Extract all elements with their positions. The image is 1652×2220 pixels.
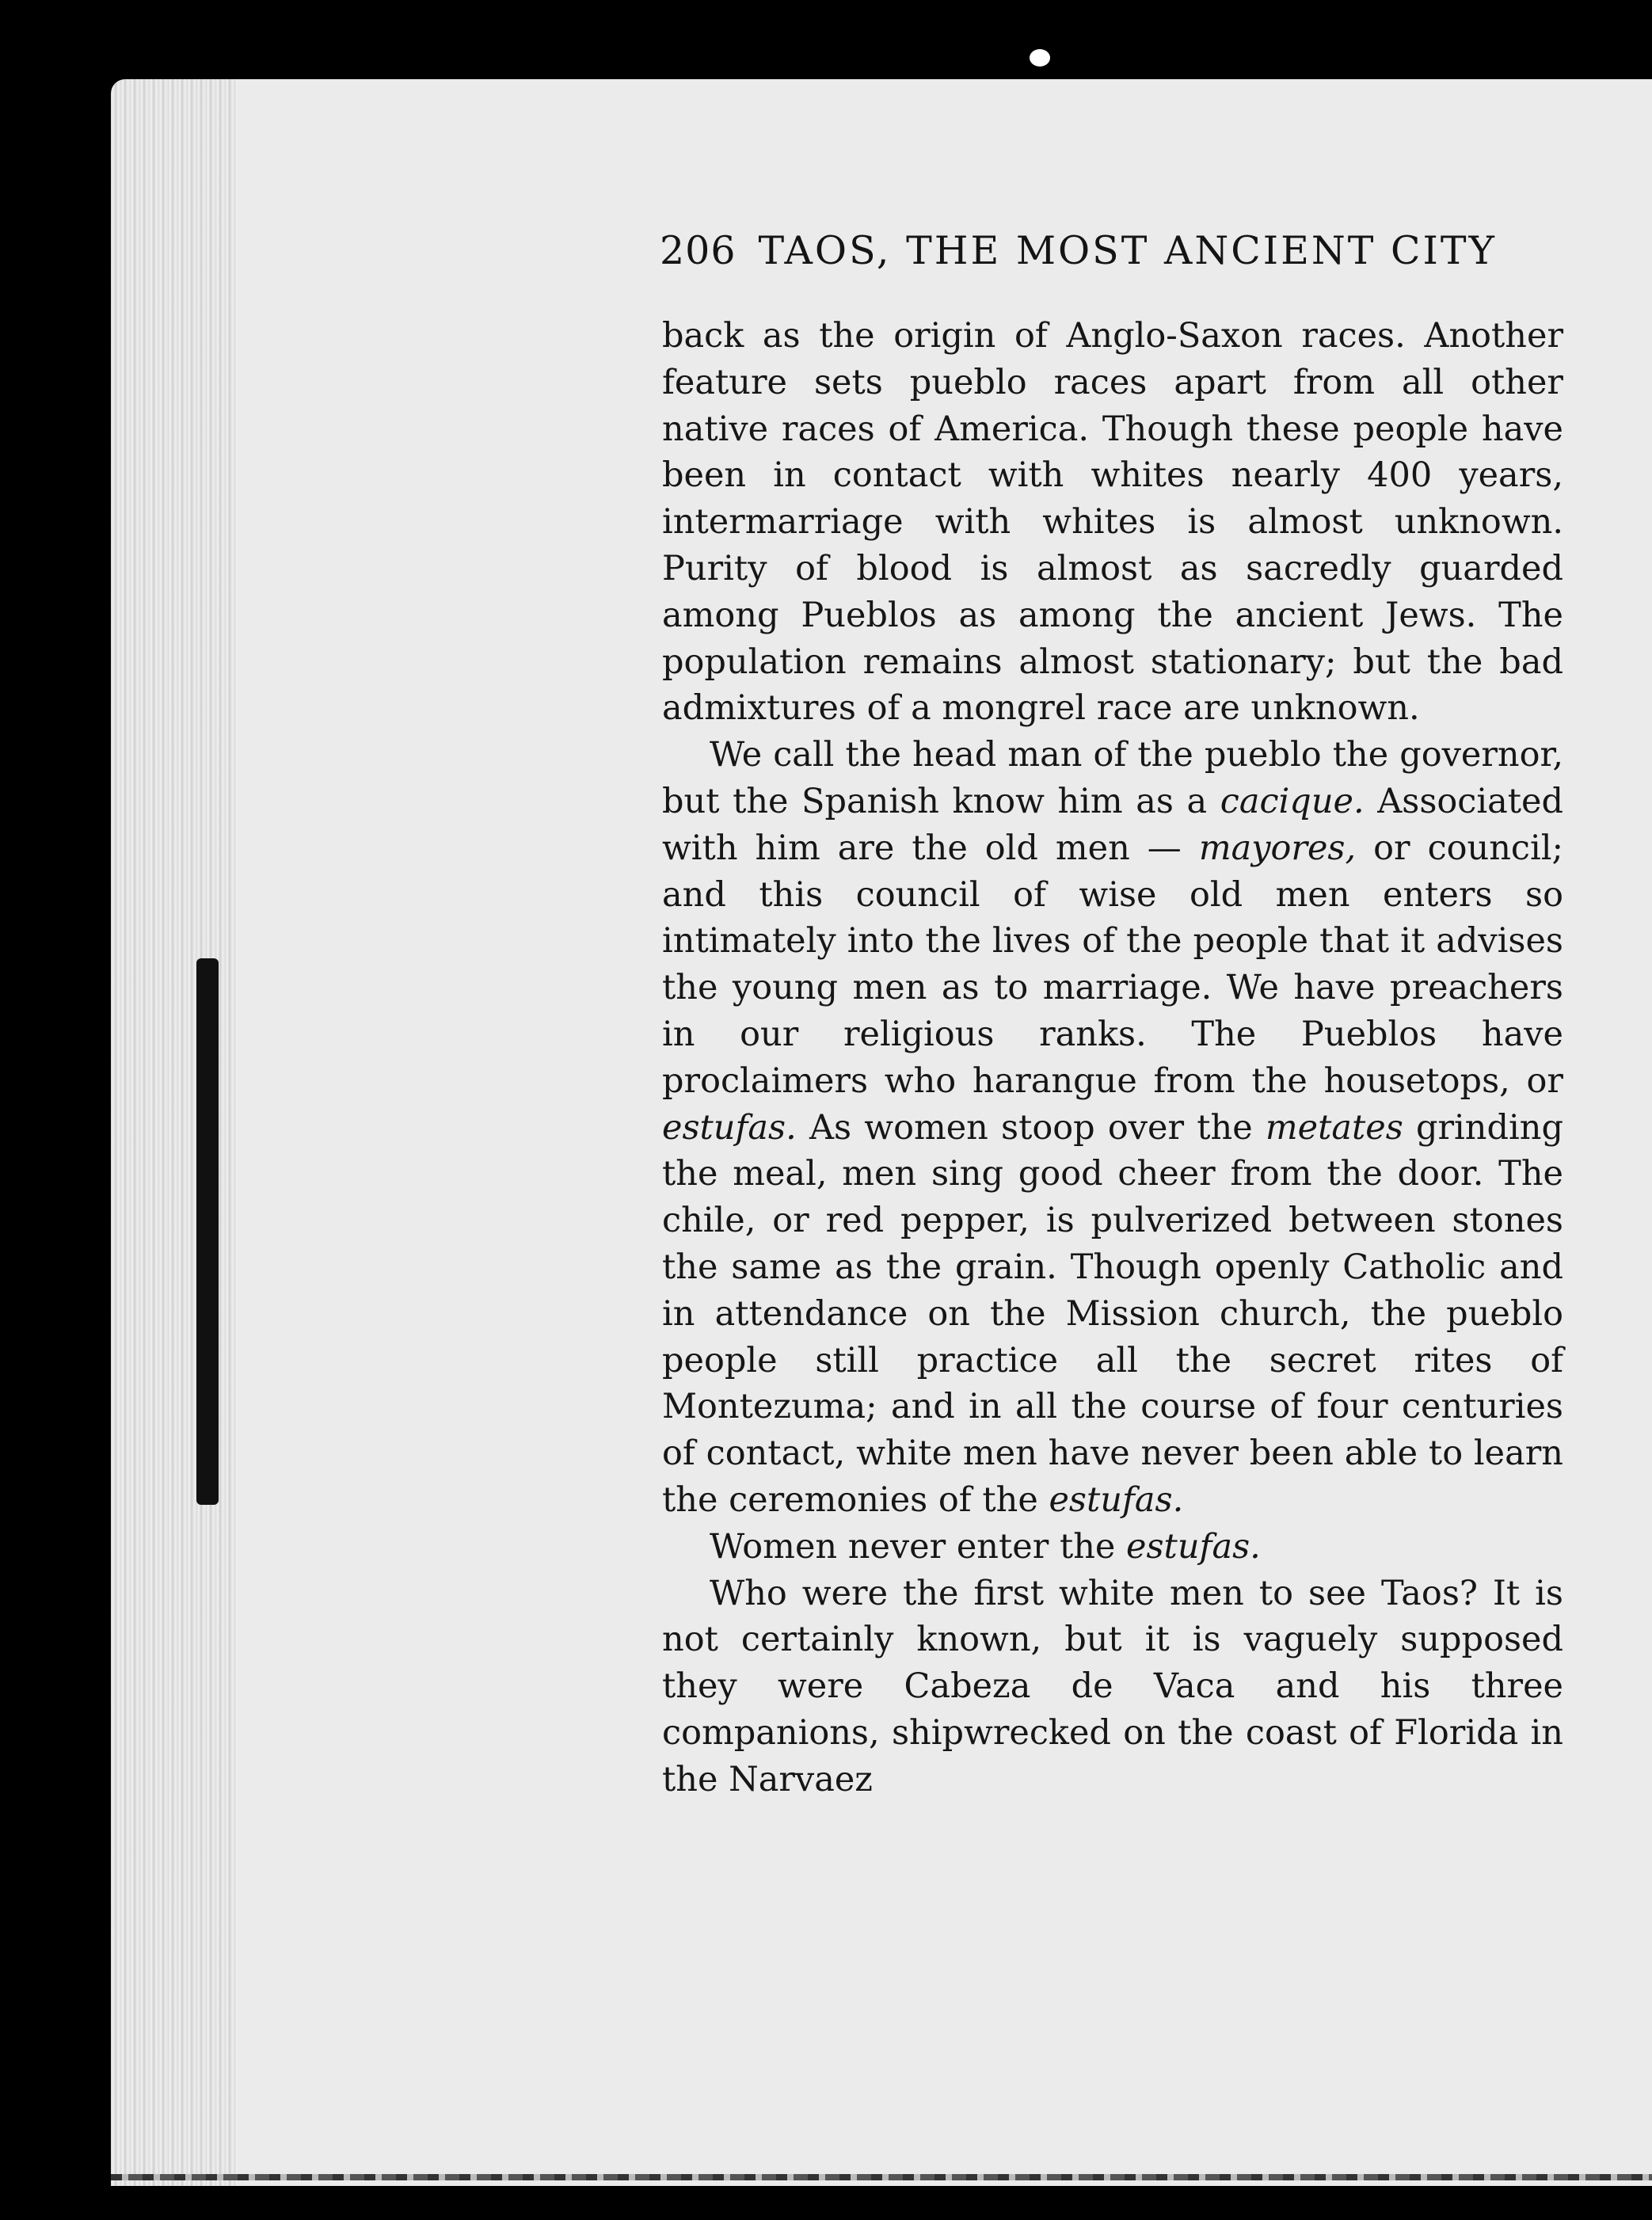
text-run: Associated with him are the old men — xyxy=(662,781,1563,868)
italic-term: metates xyxy=(1265,1107,1403,1148)
text-run: As women stoop over the xyxy=(796,1107,1266,1148)
paragraph xyxy=(662,1524,1563,1571)
text-run: We call the head man of the pueblo the governor, but the Spanish know him as a xyxy=(662,735,1563,821)
italic-term: estufas. xyxy=(1049,1479,1184,1520)
running-title: TAOS, THE MOST ANCIENT CITY xyxy=(758,228,1497,273)
text-run: back as the origin of Anglo-Saxon races. Another feature sets pueblo races apart from all other native races of America. Though these people have been in contact with whites nearly 400 years, intermarriage with whites is almost unknown. Purity of blood is almost as sacredly guarded among Pueblos as among the ancient Jews. The population remains almost stationary; but the bad admixtures of a mongrel race are unknown. xyxy=(662,316,1563,729)
italic-term: mayores, xyxy=(1198,828,1357,868)
italic-term: estufas. xyxy=(1126,1526,1261,1567)
text-run: Who were the first white men to see Taos? It is not certainly known, but it is vaguely supposed they were Cabeza de Vaca and his three companions, shipwrecked on the coast of Florida in the Narvaez xyxy=(662,1573,1563,1799)
body-text xyxy=(662,313,1563,1803)
text-run: grinding the meal, men sing good cheer from the door. The chile, or red pepper, is pulverized between stones the same as the grain. Though openly Catholic and in attendance on the Mission church, the pueblo people still practice all the secret rites of Montezuma; and in all the course of four centuries of contact, white men have never been able to learn the ceremonies of the xyxy=(662,1107,1563,1520)
text-run: Women never enter the xyxy=(710,1526,1127,1567)
page-number: 206 xyxy=(660,228,737,273)
running-head xyxy=(660,228,1555,284)
italic-term: cacique. xyxy=(1220,781,1365,821)
paragraph xyxy=(662,732,1563,1524)
page-bottom-edge xyxy=(111,2174,1652,2180)
edge-shadow xyxy=(196,958,219,1505)
scan-speck xyxy=(1030,49,1050,67)
paragraph xyxy=(662,313,1563,732)
italic-term: estufas. xyxy=(662,1107,797,1148)
paragraph xyxy=(662,1571,1563,1803)
text-run: or council; and this council of wise old men enters so intimately into the lives of the people that it advises the young men as to marriage. We have preachers in our religious ranks. The Pueblos have proclaimers who harangue from the housetops, or xyxy=(662,828,1564,1101)
